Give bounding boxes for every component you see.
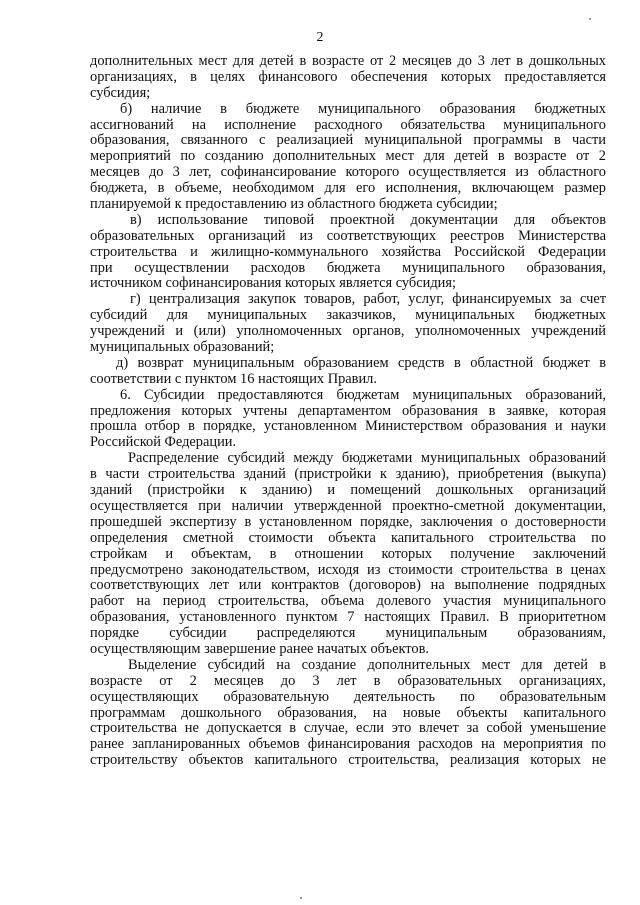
text-line: возрасте от 2 месяцев до 3 лет в образовательных организациях, [90,672,606,689]
text-line: б) наличие в бюджете муниципального образования бюджетных [120,100,606,117]
text-line: определения сметной стоимости объекта капитального строительства по [90,529,606,546]
text-line: д) возврат муниципальным образованием средств в областной бюджет в [116,354,606,371]
text-line: осуществляющим завершение ранее начатых объектов. [90,640,429,657]
text-line: источником софинансирования которых является субсидия; [90,275,456,292]
scan-speck [589,18,591,20]
text-line: бюджета, в объеме, необходимом для его исполнения, включающем размер [90,180,606,197]
paragraph [90,213,606,292]
text-line: программам дошкольного образования, на новые объекты капитального [90,704,606,721]
text-line: субсидия; [90,84,151,101]
text-line: зданий (пристройки к зданию) и помещений дошкольных организаций [90,482,606,499]
text-line: ассигнований на исполнение расходного обязательства муниципального [90,116,606,133]
text-line: прошла отбор в порядке, установленном Министерством образования и науки [90,418,606,435]
text-line: образования, связанного с реализацией муниципальной программы в части [90,132,606,149]
text-line: Российской Федерации. [90,434,237,451]
text-line: образовательных организаций из соответствующих реестров Министерства [90,227,606,244]
text-line: образования, установленного пунктом 7 настоящих Правил. В приоритетном [90,609,606,626]
text-line: ранее запланированных объемов финансирования расходов на мероприятия по [90,736,606,753]
text-line: муниципальных образований; [90,339,275,356]
text-line: субсидий для муниципальных заказчиков, муниципальных бюджетных [90,307,606,324]
text-line: осуществляющих образовательную деятельность по образовательным [90,688,606,705]
text-line: дополнительных мест для детей в возрасте от 2 месяцев до 3 лет в дошкольных [90,53,606,69]
text-line: соответствии с пунктом 16 настоящих Правил. [90,370,377,387]
text-line: организациях, в целях финансового обеспечения которых предоставляется [90,68,606,85]
paragraph [90,54,606,102]
text-line: г) централизация закупок товаров, работ, услуг, финансируемых за счет [130,291,606,308]
text-line: строительства и жилищно-коммунального хозяйства Российской Федерации [90,243,606,260]
text-line: прошедшей экспертизу в установленном порядке, заключения о достоверности [90,513,606,530]
document-body [90,54,606,769]
text-line: стройкам и объектам, в отношении которых получение заключений [90,545,606,562]
text-line: осуществляется при наличии утвержденной проектно-сметной документации, [90,497,606,514]
text-line: в) использование типовой проектной документации для объектов [130,211,606,228]
paragraph [90,292,606,356]
text-line: месяцев до 3 лет, софинансирование которого осуществляется из областного [90,164,606,181]
text-line: 6. Субсидии предоставляются бюджетам муниципальных образований, [120,386,606,403]
text-line: планируемой к предоставлению из областного бюджета субсидии; [90,196,498,213]
text-line: предусмотрено законодательством, исходя из стоимости строительства в ценах [90,561,606,578]
text-line: работ на период строительства, объема долевого участия муниципального [90,593,606,610]
paragraph [90,356,606,388]
text-line: соответствующих лет или контрактов (договоров) на выполнение подрядных [90,577,606,594]
text-line: порядке субсидии распределяются муниципальным образованиям, [90,625,606,642]
scan-speck [300,897,302,899]
text-line: Выделение субсидий на создание дополнительных мест для детей в [128,656,606,673]
text-line: учреждений и (или) уполномоченных органов, уполномоченных учреждений [90,323,606,340]
text-line: при осуществлении расходов бюджета муниципального образования, [90,259,606,276]
paragraph [90,451,606,658]
text-line: строительству объектов капитального строительства, реализация которых не [90,752,606,769]
text-line: Распределение субсидий между бюджетами муниципальных образований [128,450,606,467]
text-line: строительства не допускается в случае, если это влечет за собой уменьшение [90,720,606,737]
text-line: мероприятий по созданию дополнительных мест для детей в возрасте от 2 [90,148,606,165]
paragraph [90,388,606,452]
page-number: 2 [316,30,324,45]
paragraph [90,658,606,769]
text-line: предложения которых учтены департаментом образования в заявке, которая [90,402,606,419]
text-line: в части строительства зданий (пристройки к зданию), приобретения (выкупа) [90,466,606,483]
paragraph [90,102,606,213]
